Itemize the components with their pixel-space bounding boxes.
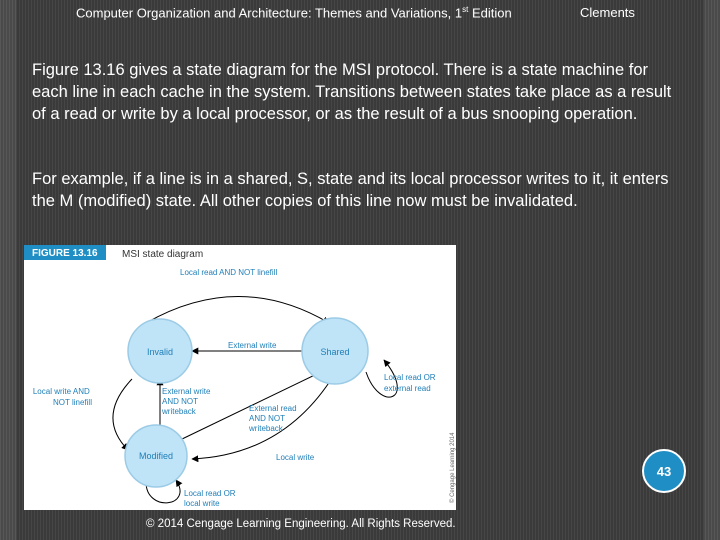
paragraph-2: For example, if a line is in a shared, S, state and its local processor writes to it, it enters the M (modified) state. All other copies of this line now must be invalidated. bbox=[32, 170, 669, 210]
slide-header bbox=[0, 4, 720, 22]
label-shared-to-modified: Local write bbox=[276, 453, 315, 462]
state-diagram-svg bbox=[24, 245, 456, 510]
figure-caption: MSI state diagram bbox=[122, 249, 204, 260]
label-invalid-to-shared: Local read AND NOT linefill bbox=[180, 268, 278, 277]
state-shared-label: Shared bbox=[320, 347, 350, 357]
author-name: Clements bbox=[580, 5, 635, 20]
state-modified-label: Modified bbox=[138, 451, 174, 461]
label-shared-to-invalid: External write bbox=[228, 341, 277, 350]
book-title: Computer Organization and Architecture: Themes and Variations, 1st Edition bbox=[76, 5, 512, 21]
page-number-badge: 43 bbox=[642, 449, 686, 493]
figure-copyright-vertical: © Cengage Learning 2014 bbox=[450, 432, 456, 503]
label-invalid-to-modified: Local write AND NOT linefill bbox=[32, 387, 92, 407]
label-modified-self-loop: Local read OR local write bbox=[184, 489, 236, 508]
msi-state-diagram-figure bbox=[24, 245, 456, 510]
label-modified-to-invalid: External write AND NOT writeback bbox=[162, 387, 211, 416]
label-shared-self-loop: Local read OR external read bbox=[384, 373, 436, 393]
edge-invalid-to-shared bbox=[146, 297, 329, 324]
label-modified-to-shared: External read AND NOT writeback bbox=[249, 404, 297, 433]
state-invalid-label: Invalid bbox=[146, 347, 174, 357]
footer-copyright: © 2014 Cengage Learning Engineering. All Rights Reserved. bbox=[146, 518, 456, 530]
figure-label: FIGURE 13.16 bbox=[32, 248, 98, 259]
paragraph-1: Figure 13.16 gives a state diagram for the MSI protocol. There is a state machine for each line in each cache in the system. Transitions between states take place as a result of a read or write by a local processor, or as the result of a bus snooping operation. bbox=[32, 61, 672, 123]
